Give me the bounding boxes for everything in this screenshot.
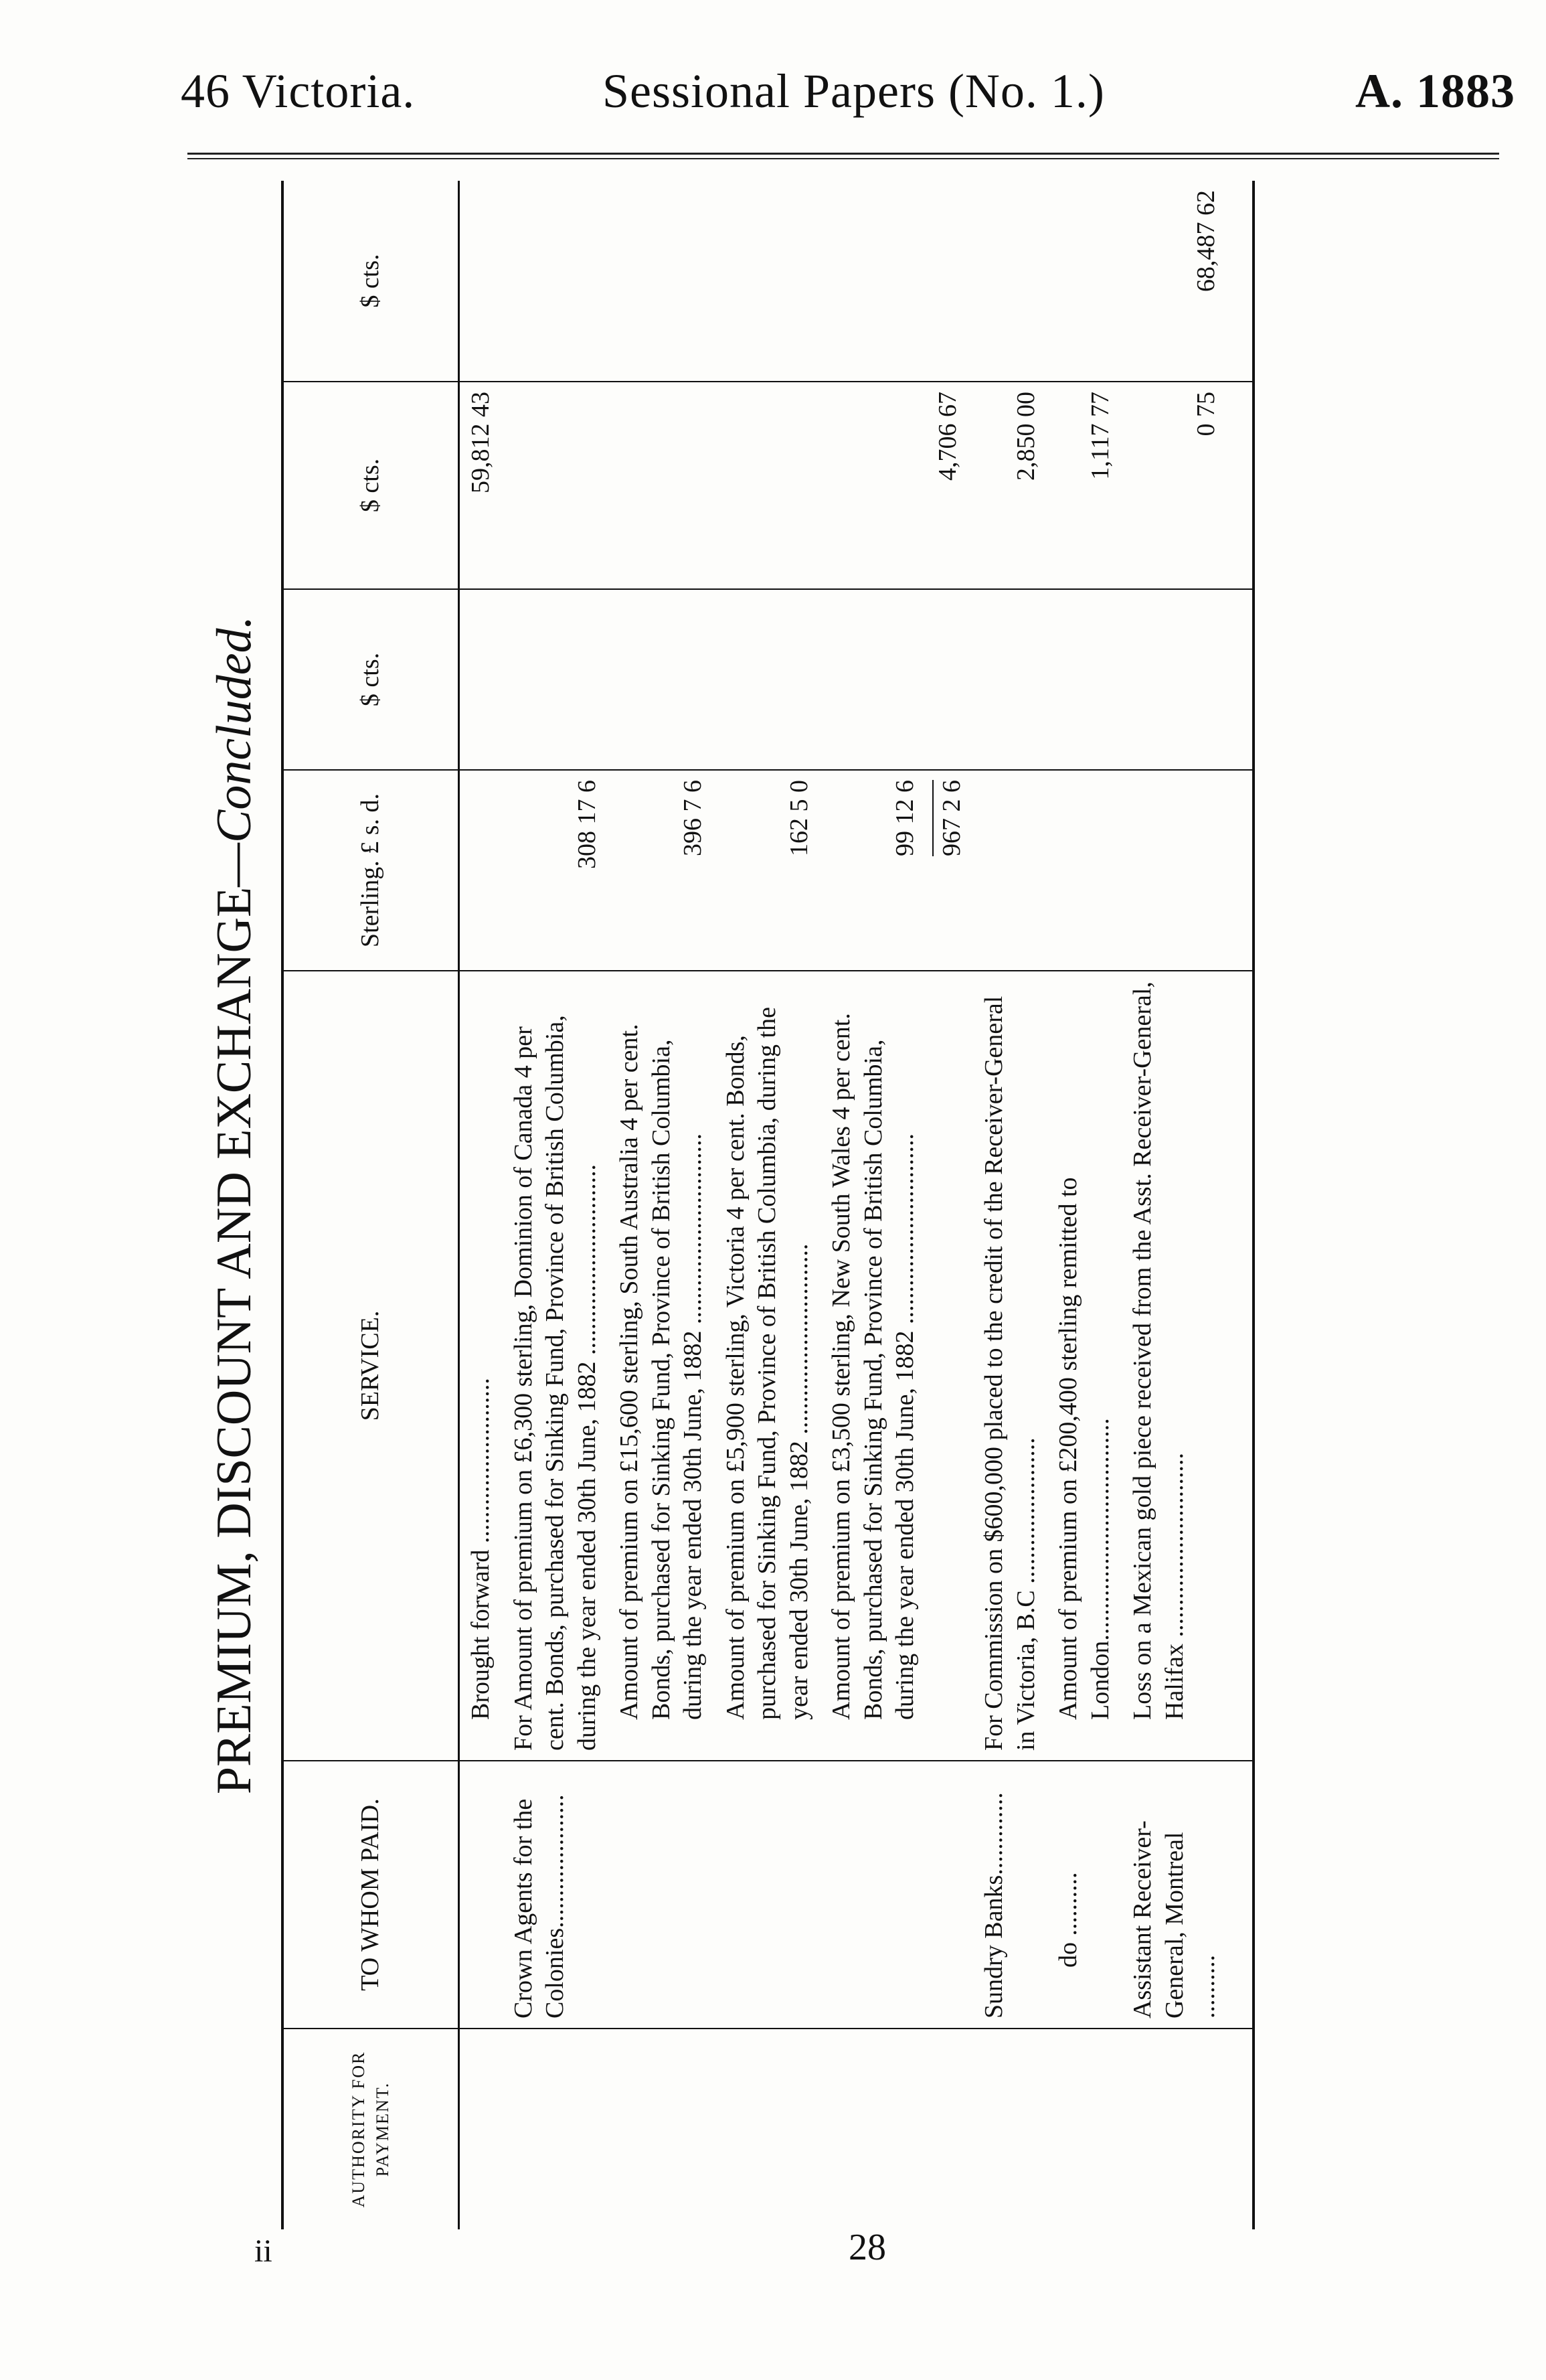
col-to-whom: TO WHOM PAID. [282,1761,459,2029]
header-rule-2 [187,158,1499,159]
brought-forward-amount: 59,812 43 [459,382,503,589]
figure-label: ii [254,2233,272,2269]
table-row [459,181,503,2229]
premium-london-amount: 1,117 77 [1047,382,1122,589]
commission-service: For Commission on $600,000 placed to the credit of the Receiver-General in Victoria, B.C ....................... [973,971,1047,1761]
page-number: 28 [849,2227,886,2268]
header-right: A. 1883 [1355,64,1515,118]
header-center: Sessional Papers (No. 1.) [602,64,1105,118]
brought-forward-service: Brought forward .......................... [459,971,503,1761]
crown-agents-payee: Crown Agents for the Colonies..................... [503,1761,609,2029]
table-row [608,181,715,2229]
rotated-page-content [201,181,1325,2229]
col-cts-2: $ cts. [282,382,459,589]
victoria-service: Amount of premium on £5,900 sterling, Victoria 4 per cent. Bonds, purchased for Sinking Fund, Province of British Columbia, during the year ended 30th June, 1882 .............................. [715,971,821,1761]
table-row [973,181,1047,2229]
table-row [503,181,609,2229]
table-row [715,181,821,2229]
mexican-gold-service: Loss on a Mexican gold piece received from the Asst. Receiver-General, Halifax ............................. [1122,971,1228,1761]
grand-total: 68,487 62 [1122,181,1228,382]
title-main: PREMIUM, DISCOUNT AND EXCHANGE [207,886,262,1795]
victoria-sterling: 162 5 0 [715,770,821,971]
ledger-table [281,181,1255,2229]
table-row [1047,181,1122,2229]
crown-total-amount: 4,706 67 [927,382,974,589]
canada-sterling: 308 17 6 [503,770,609,971]
col-authority: AUTHORITY FOR PAYMENT. [282,2029,459,2229]
table-header-row [282,181,459,2229]
table-bottom-row [1228,181,1254,2229]
page-title [201,348,268,2062]
crown-total-sterling: 967 2 6 [932,780,968,856]
col-service: SERVICE. [282,971,459,1761]
col-cts-1: $ cts. [282,589,459,770]
header-rule [187,153,1499,155]
sundry-banks-payee: Sundry Banks............. [973,1761,1047,2029]
assistant-receiver-payee: Assistant Receiver-General, Montreal .......... [1122,1761,1228,2029]
sundry-banks-do-payee: do .......... [1047,1761,1122,2029]
south-australia-sterling: 396 7 6 [608,770,715,971]
mexican-gold-amount: 0 75 [1192,392,1220,437]
table-row [821,181,927,2229]
table-row [927,181,974,2229]
nsw-service: Amount of premium on £3,500 sterling, New South Wales 4 per cent. Bonds, purchased for Sinking Fund, Province of British Columbia, during the year ended 30th June, 1882 .............................. [821,971,927,1761]
col-cts-3: $ cts. [282,181,459,382]
nsw-sterling: 99 12 6 [821,770,927,971]
table-row [1122,181,1228,2229]
commission-amount: 2,850 00 [973,382,1047,589]
header-left: 46 Victoria. [181,64,416,118]
south-australia-service: Amount of premium on £15,600 sterling, South Australia 4 per cent. Bonds, purchased for Sinking Fund, Province of British Columbia, during the year ended 30th June, 1882 .............................. [608,971,715,1761]
premium-london-service: Amount of premium on £200,400 sterling remitted to London................................... [1047,971,1122,1761]
title-suffix: —Concluded. [207,615,262,887]
col-sterling: Sterling. £ s. d. [282,770,459,971]
canada-service: For Amount of premium on £6,300 sterling, Dominion of Canada 4 per cent. Bonds, purchased for Sinking Fund, Province of British Columbia, during the year ended 30th June, 1882 .............................. [503,971,609,1761]
